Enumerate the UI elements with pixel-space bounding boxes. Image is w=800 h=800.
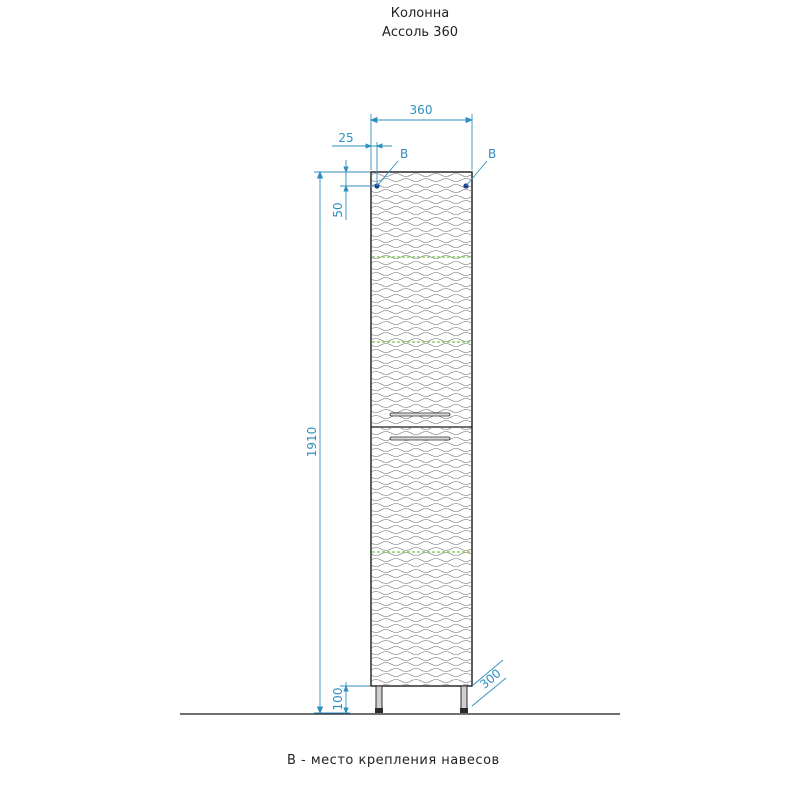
leg-left-foot <box>375 708 383 713</box>
offset-dimension-label: 25 <box>338 131 354 145</box>
leg-height-dimension-label: 100 <box>331 687 345 711</box>
lower-door <box>372 428 471 685</box>
lower-door-handle <box>390 437 450 440</box>
height-dimension <box>314 172 370 713</box>
depth-dimension-label: 300 <box>477 666 504 692</box>
top-offset-dimension <box>340 160 375 220</box>
upper-door <box>372 173 471 426</box>
height-dimension-label: 1910 <box>305 426 319 458</box>
mount-label-left: B <box>400 147 409 161</box>
leg-right-foot <box>460 708 468 713</box>
mount-label-right: B <box>488 147 497 161</box>
upper-door-handle <box>390 413 450 416</box>
width-dimension <box>371 114 472 170</box>
top-offset-dimension-label: 50 <box>331 202 345 218</box>
title-line-1: Колонна <box>390 6 450 21</box>
title-line-2: Ассоль 360 <box>381 25 459 40</box>
width-dimension-label: 360 <box>409 103 433 117</box>
legend-note: B - место крепления навесов <box>287 753 500 768</box>
